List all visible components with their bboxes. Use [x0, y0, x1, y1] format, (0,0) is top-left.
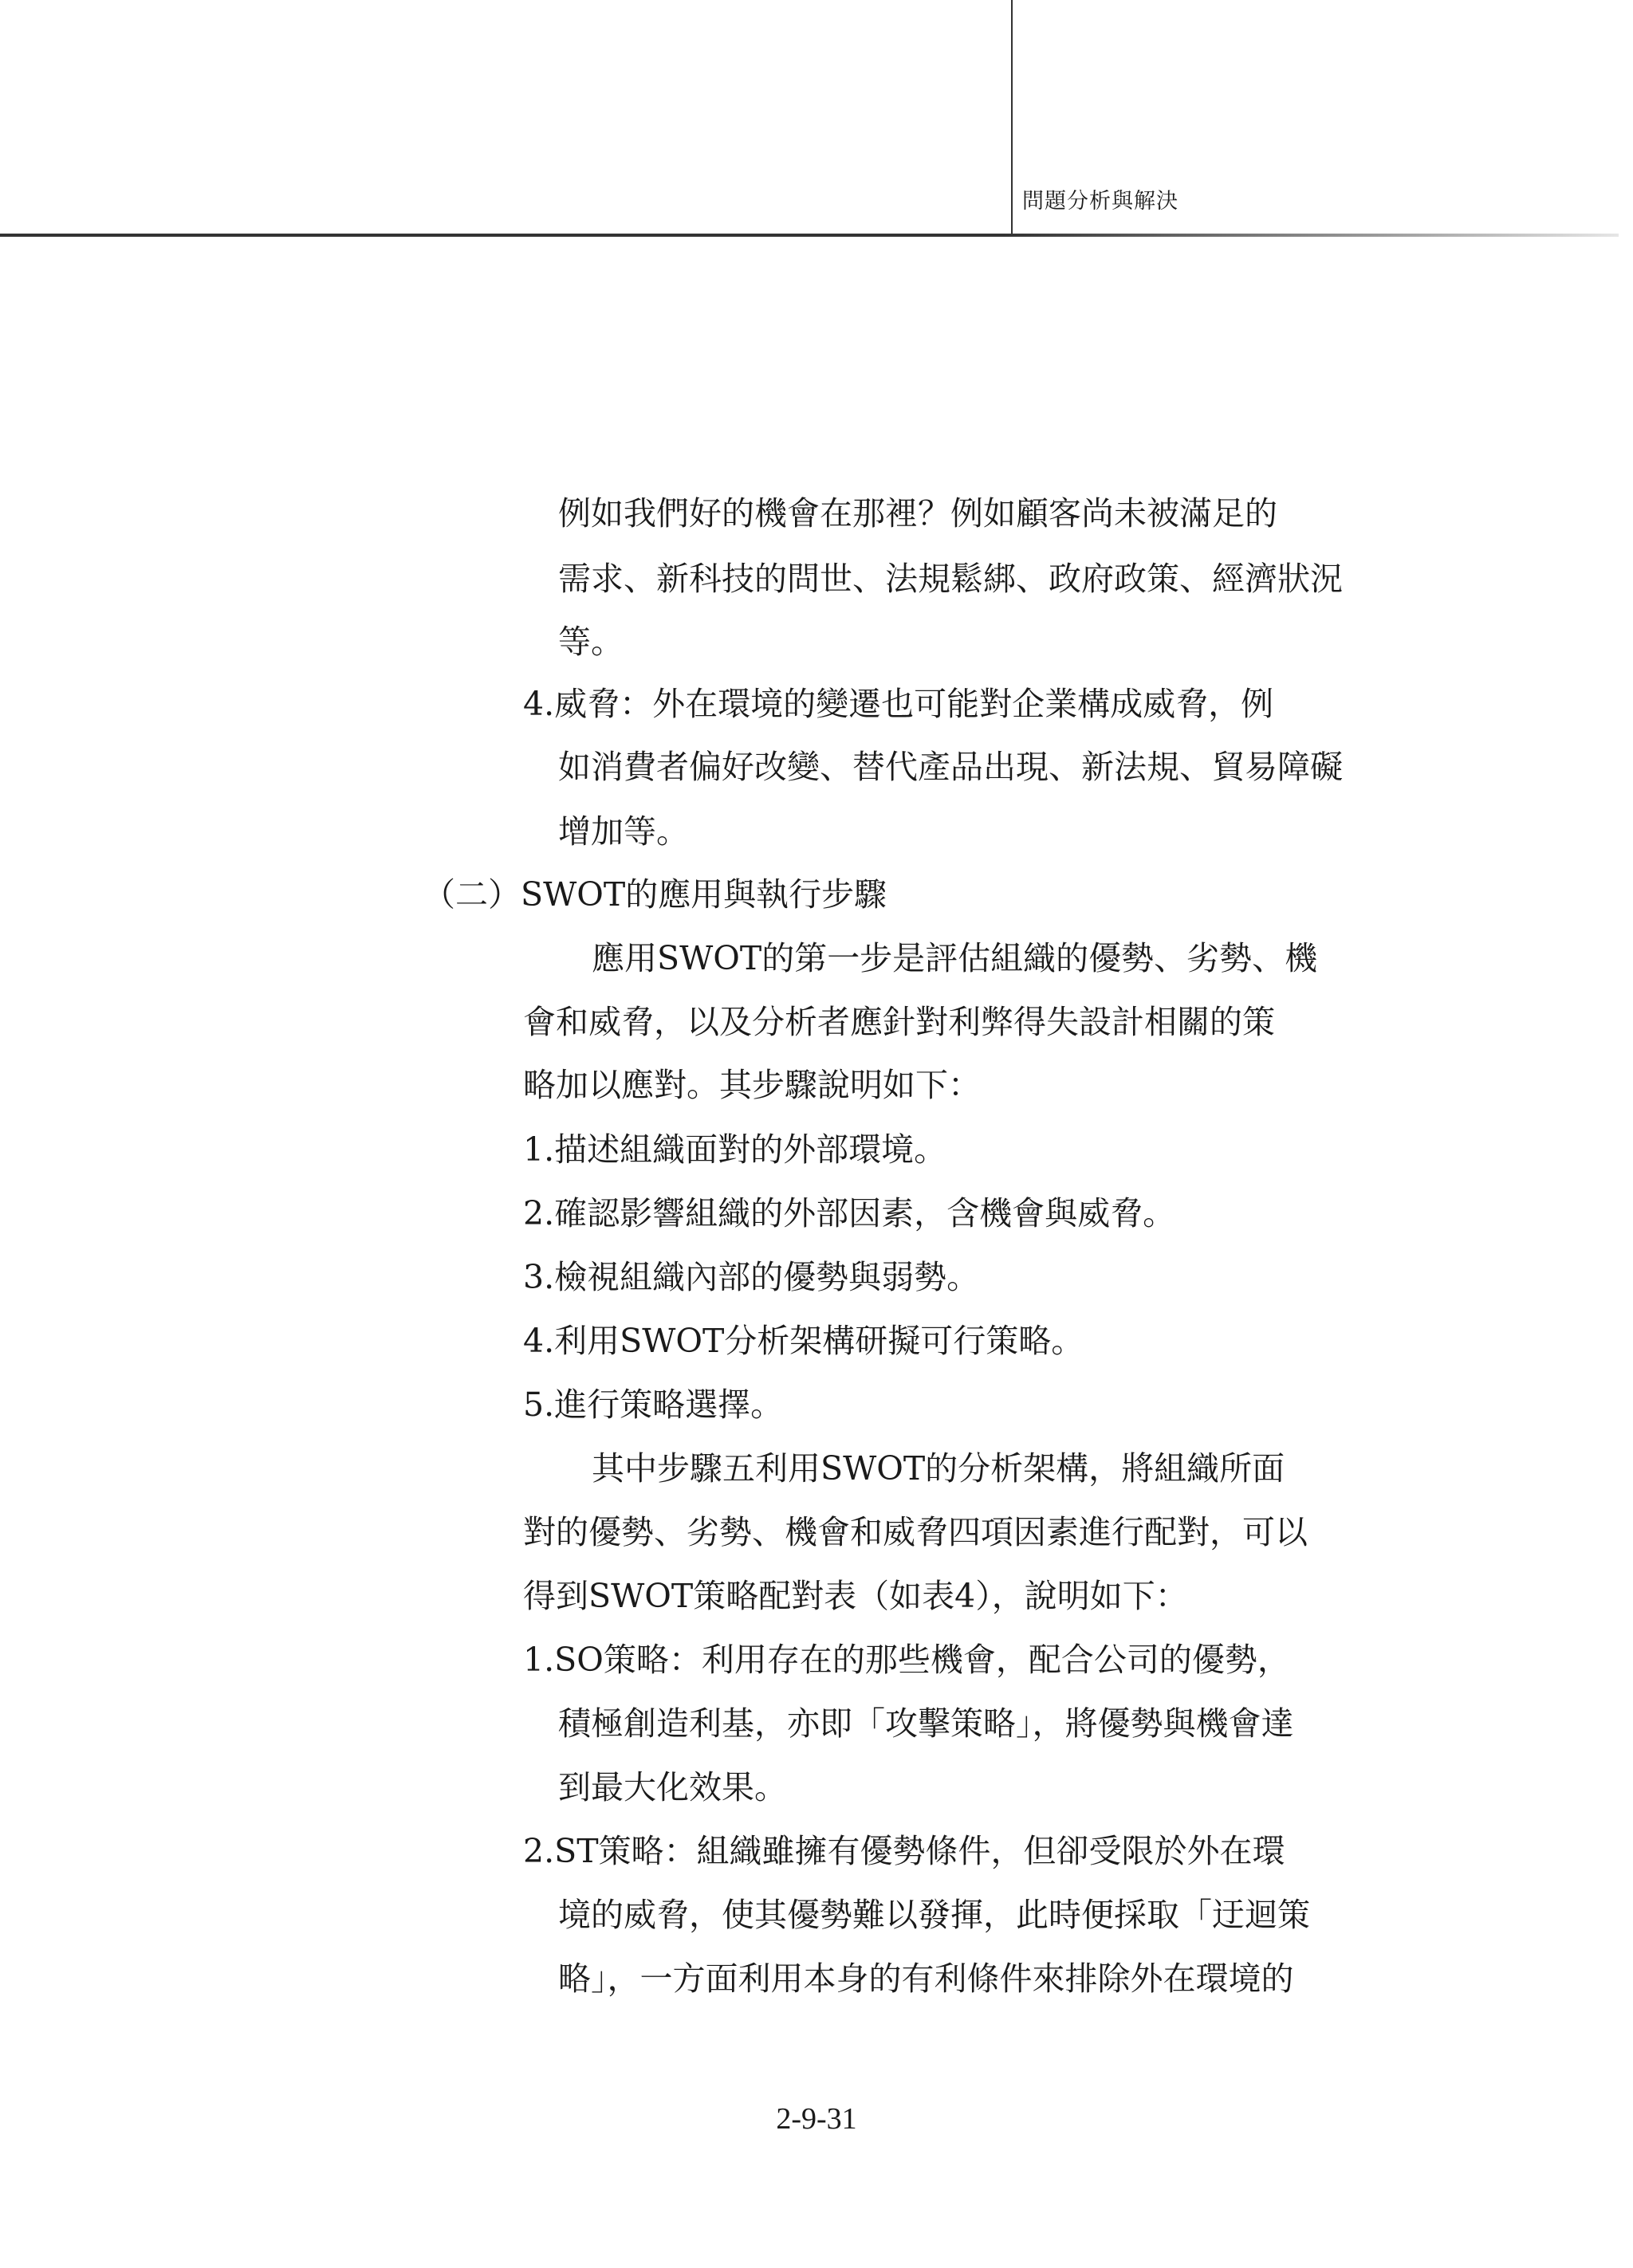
paragraph-line: 應用SWOT的第一步是評估組織的優勢、劣勢、機 [592, 939, 1318, 977]
list-item: 4.威脅：外在環境的變遷也可能對企業構成威脅，例 [523, 685, 1274, 723]
step-item: 5.進行策略選擇。 [523, 1386, 784, 1424]
paragraph-line: 略加以應對。其步驟說明如下： [523, 1066, 981, 1104]
step-item: 4.利用SWOT分析架構研擬可行策略。 [523, 1322, 1084, 1360]
text-line: 境的威脅，使其優勢難以發揮，此時便採取「迂迴策 [558, 1896, 1310, 1934]
header-rule [0, 234, 1619, 237]
text-line: 例如我們好的機會在那裡？例如顧客尚未被滿足的 [558, 494, 1277, 533]
page-number: 2-9-31 [776, 2102, 857, 2136]
paragraph-line: 得到SWOT策略配對表（如表4），說明如下： [523, 1577, 1188, 1615]
text-line: 需求、新科技的問世、法規鬆綁、政府政策、經濟狀況 [558, 560, 1343, 598]
text-line: 如消費者偏好改變、替代產品出現、新法規、貿易障礙 [558, 748, 1343, 786]
step-item: 2.確認影響組織的外部因素，含機會與威脅。 [523, 1194, 1176, 1232]
header-divider-vertical [1011, 0, 1013, 236]
text-line: 到最大化效果。 [558, 1768, 787, 1806]
step-item: 3.檢視組織內部的優勢與弱勢。 [523, 1258, 980, 1296]
step-item: 1.描述組織面對的外部環境。 [523, 1130, 947, 1169]
text-line: 增加等。 [558, 812, 689, 851]
paragraph-line: 其中步驟五利用SWOT的分析架構，將組織所面 [592, 1449, 1285, 1488]
list-item: 1.SO策略：利用存在的那些機會，配合公司的優勢， [523, 1641, 1290, 1679]
section-heading: （二）SWOT的應用與執行步驟 [423, 875, 887, 914]
text-line: 等。 [558, 623, 624, 661]
header-section-title: 問題分析與解決 [1022, 189, 1179, 214]
paragraph-line: 對的優勢、劣勢、機會和威脅四項因素進行配對，可以 [523, 1513, 1308, 1551]
text-line: 略」，一方面利用本身的有利條件來排除外在環境的 [558, 1959, 1294, 1998]
text-line: 積極創造利基，亦即「攻擊策略」，將優勢與機會達 [558, 1704, 1294, 1743]
list-item: 2.ST策略：組織雖擁有優勢條件，但卻受限於外在環 [523, 1832, 1285, 1870]
paragraph-line: 會和威脅，以及分析者應針對利弊得失設計相關的策 [523, 1003, 1275, 1041]
